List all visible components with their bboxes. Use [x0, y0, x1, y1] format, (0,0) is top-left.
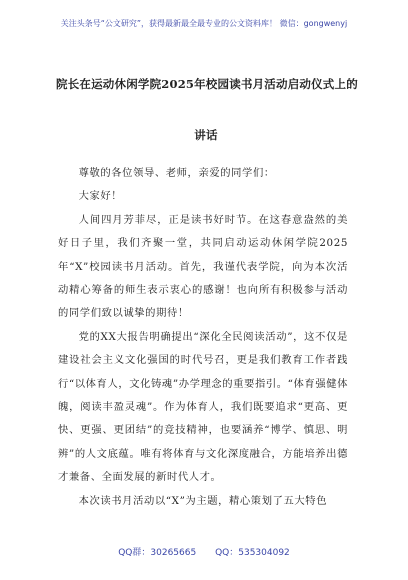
header-note: 关注头条号“公文研究”，获得最新最全最专业的公文资料库！ 微信：gongwenyj	[60, 19, 348, 28]
body-paragraph: 党的XX大报告明确提出“深化全民阅读活动”，这不仅是建设社会主义文化强国的时代号召，更是我们教育工作者践行“以体育人，文化铸魂”办学理念的重要指引。“体育强健体魄，阅读丰盈灵魂”。作为体育人，我们既要追求“更高、更快、更强、更团结”的竞技精神，也要涵养“博学、慎思、明辨”的人文底蕴。唯有将体育与文化深度融合，方能培养出德才兼备、全面发展的新时代人才。	[58, 330, 349, 484]
greeting-paragraph: 大家好！	[78, 190, 123, 203]
salutation-paragraph: 尊敬的各位领导、老师，亲爱的同学们：	[78, 167, 275, 179]
document-title: 院长在运动休闲学院2025年校园读书月活动启动仪式上的	[56, 77, 358, 91]
footer-contact	[0, 545, 408, 558]
document-body	[58, 162, 348, 513]
body-paragraph: 人间四月芳菲尽，正是读书好时节。在这春意盎然的美好日子里，我们齐聚一堂，共同启动运动休闲学院2025年“X”校园读书月活动。首先，我谨代表学院，向为本次活动精心筹备的师生表示衷心的感谢！也向所有积极参与活动的同学们致以诚挚的期待！	[58, 213, 348, 320]
document-title-continued: 讲话	[194, 128, 218, 142]
body-paragraph: 本次读书月活动以“X”为主题，精心策划了五大特色	[78, 494, 328, 507]
qq-group-number: QQ群：30265665	[118, 548, 197, 558]
qq-number: QQ：535304092	[215, 548, 290, 558]
